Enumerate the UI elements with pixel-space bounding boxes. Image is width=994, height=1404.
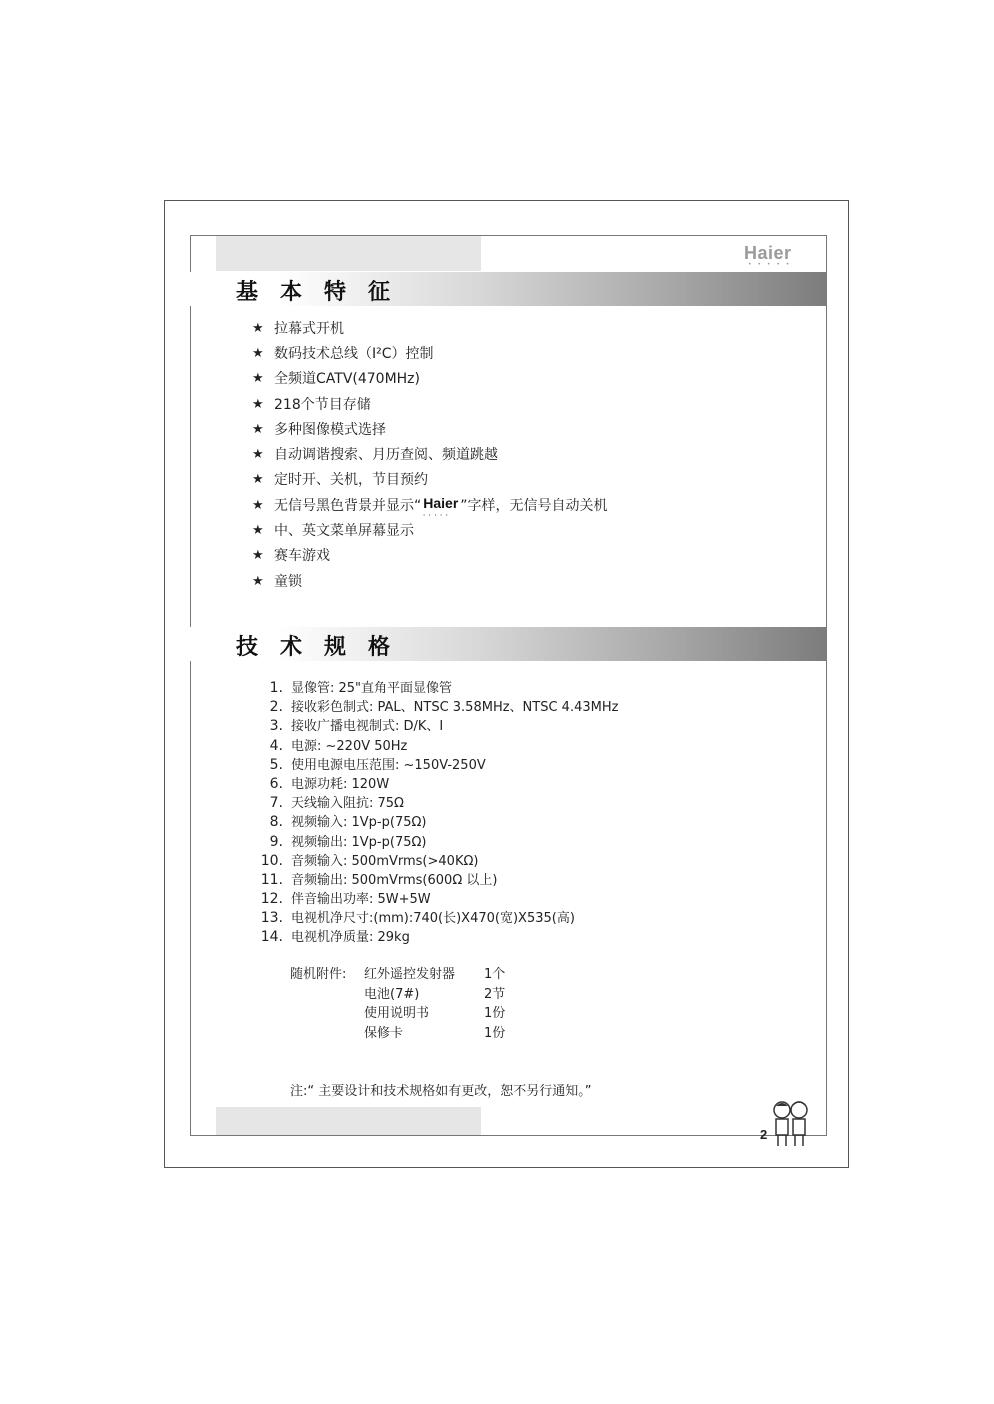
specs-title: 技术规格 <box>236 635 413 660</box>
haier-logo: Haier <box>744 243 792 263</box>
feature-item-logo: ★ 无信号黑色背景并显示“ Haier · · · ”字样，无信号自动关机 <box>252 493 608 518</box>
accessory-row: 随机附件: 红外遥控发射器 1个 <box>290 965 505 985</box>
mascot-children-icon <box>766 1098 814 1148</box>
feature-item: ★ 定时开、关机，节目预约 <box>252 468 608 493</box>
features-section-bar <box>190 272 827 306</box>
feature-item: ★ 数码技术总线（I²C）控制 <box>252 341 608 366</box>
spec-item: 1. 显像管: 25"直角平面显像管 <box>269 680 453 696</box>
star-icon: ★ <box>252 523 264 539</box>
spec-item: 11. 音频输出: 500mVrms(600Ω 以上) <box>260 871 498 888</box>
accessory-row: 使用说明书 1份 <box>364 1006 506 1021</box>
haier-logo-dots: • • • • • <box>748 261 792 268</box>
spec-item: 5. 使用电源电压范围: ~150V-250V <box>269 756 486 773</box>
feature-item: ★ 218个节目存储 <box>252 392 608 417</box>
star-icon: ★ <box>252 421 264 437</box>
spec-item: 4. 电源: ~220V 50Hz <box>269 737 408 754</box>
features-list <box>252 316 608 594</box>
star-icon: ★ <box>252 472 264 488</box>
spec-item: 10. 音频输入: 500mVrms(>40KΩ) <box>260 852 479 869</box>
accessories-block <box>290 965 505 1043</box>
spec-item: 12. 伴音输出功率: 5W+5W <box>260 891 431 908</box>
spec-item: 14. 电视机净质量: 29kg <box>260 929 410 946</box>
spec-item: 3. 接收广播电视制式: D/K、I <box>269 718 444 735</box>
feature-item: ★ 童锁 <box>252 569 608 594</box>
feature-item: ★ 多种图像模式选择 <box>252 417 608 442</box>
header-gray-band <box>216 236 481 271</box>
footer-gray-band <box>216 1107 481 1135</box>
accessories-label: 随机附件: <box>290 967 347 982</box>
feature-item: ★ 自动调谐搜索、月历查阅、频道跳越 <box>252 442 608 467</box>
feature-item: ★ 拉幕式开机 <box>252 316 608 341</box>
star-icon: ★ <box>252 573 264 589</box>
star-icon: ★ <box>252 497 264 513</box>
feature-item: ★ 全频道CATV(470MHz) <box>252 367 608 392</box>
feature-item: ★ 赛车游戏 <box>252 544 608 569</box>
specs-list <box>255 679 618 948</box>
star-icon: ★ <box>252 371 264 387</box>
star-icon: ★ <box>252 396 264 412</box>
spec-item: 9. 视频输出: 1Vp-p(75Ω) <box>269 833 427 850</box>
spec-item: 2. 接收彩色制式: PAL、NTSC 3.58MHz、NTSC 4.43MHz <box>269 699 619 716</box>
star-icon: ★ <box>252 345 264 361</box>
spec-item: 13. 电视机净尺寸:(mm):740(长)X470(宽)X535(高) <box>260 910 575 927</box>
spec-item: 7. 天线输入阻抗: 75Ω <box>269 795 404 812</box>
star-icon: ★ <box>252 548 264 564</box>
star-icon: ★ <box>252 447 264 463</box>
accessory-row: 保修卡 1份 <box>364 1025 506 1041</box>
page-number: 2 <box>760 1127 768 1142</box>
feature-item: ★ 中、英文菜单屏幕显示 <box>252 518 608 543</box>
spec-item: 8. 视频输入: 1Vp-p(75Ω) <box>269 814 427 831</box>
haier-inline-logo: Haier · · · <box>423 492 458 514</box>
accessory-row: 电池(7#) 2节 <box>364 986 506 1002</box>
features-title: 基本特征 <box>236 280 413 305</box>
specs-section-bar <box>190 627 827 661</box>
spec-item: 6. 电源功耗: 120W <box>269 775 390 792</box>
star-icon: ★ <box>252 320 264 336</box>
disclaimer-note: 注:“ 主要设计和技术规格如有更改，恕不另行通知。” <box>290 1084 592 1099</box>
